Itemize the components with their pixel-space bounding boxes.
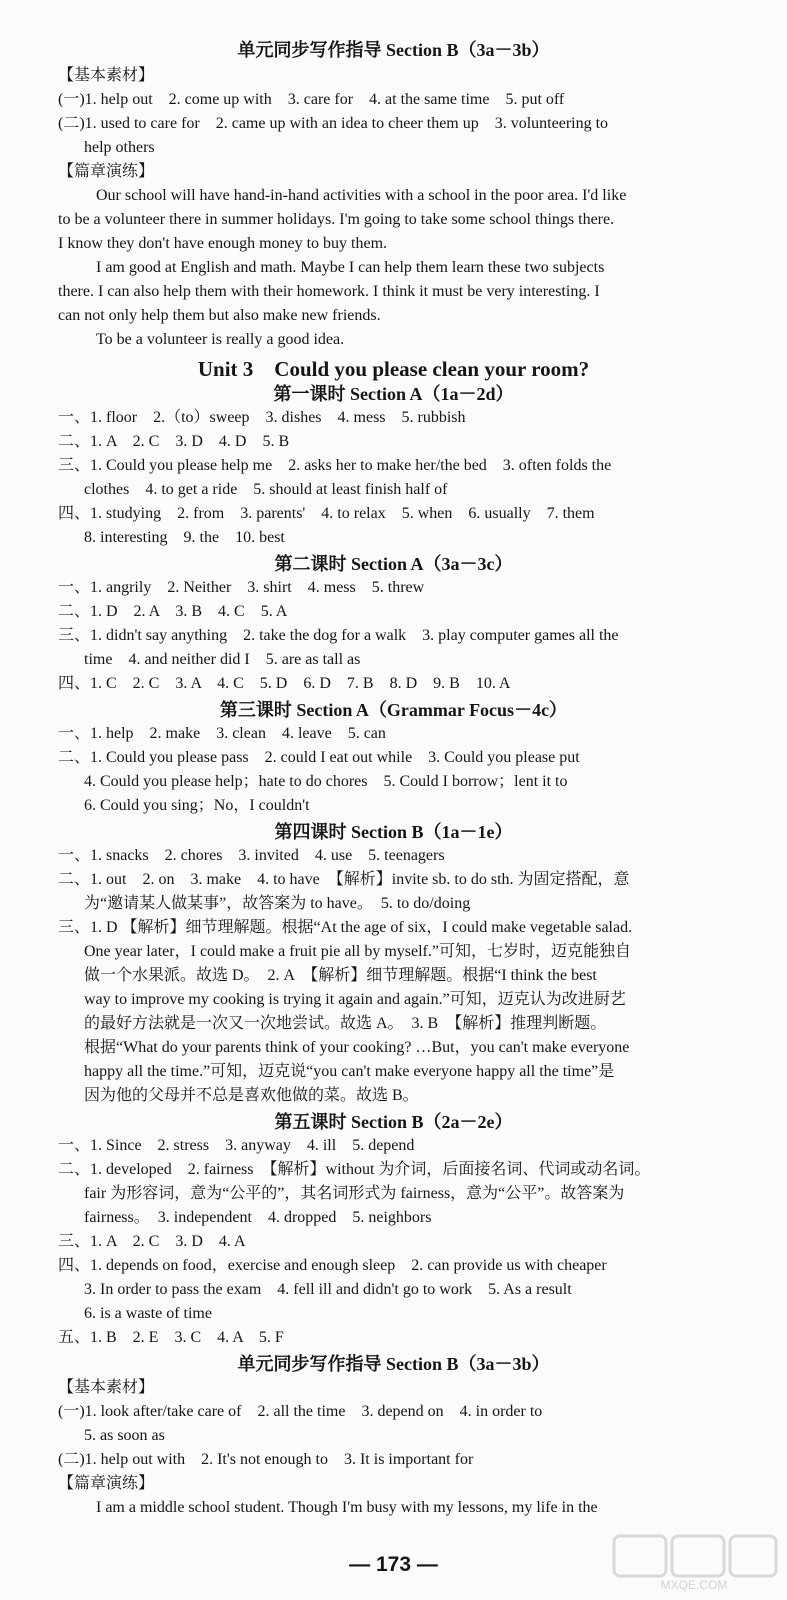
answer-line: 6. is a waste of time: [84, 1305, 212, 1322]
answer-line: 二、1. A 2. C 3. D 4. D 5. B: [58, 433, 290, 450]
answer-line: happy all the time.”可知，迈克说“you can't make everyone happy all the time”是: [84, 1063, 615, 1080]
essay-line: Our school will have hand-in-hand activities with a school in the poor area. I'd like: [96, 187, 627, 204]
answer-line: 8. interesting 9. the 10. best: [84, 529, 285, 546]
page-number: — 173 —: [349, 1553, 438, 1576]
lesson-heading: 第二课时 Section A（3a－3c）: [274, 554, 513, 574]
answer-line: 6. Could you sing；No，I couldn't: [84, 797, 310, 814]
answer-line: 三、1. D 【解析】细节理解题。根据“At the age of six，I could make vegetable salad.: [58, 919, 633, 936]
answer-line: (一)1. help out 2. come up with 3. care for 4. at the same time 5. put off: [58, 91, 565, 108]
essay-line: can not only help them but also make new friends.: [58, 307, 381, 324]
answer-line: 四、1. depends on food，exercise and enough sleep 2. can provide us with cheaper: [58, 1257, 607, 1274]
essay-line: I know they don't have enough money to buy them.: [58, 235, 388, 252]
answer-line: (二)1. used to care for 2. came up with an idea to cheer them up 3. volunteering to: [58, 115, 609, 132]
answer-line: 一、1. Since 2. stress 3. anyway 4. ill 5. depend: [58, 1137, 415, 1154]
answer-line: 5. as soon as: [84, 1427, 165, 1444]
answer-line: 四、1. studying 2. from 3. parents' 4. to relax 5. when 6. usually 7. them: [58, 505, 595, 522]
watermark-logo: [610, 1532, 780, 1592]
essay-line: I am good at English and math. Maybe I can help them learn these two subjects: [96, 259, 605, 276]
answer-line: way to improve my cooking is trying it again and again.”可知，迈克认为改进厨艺: [84, 991, 626, 1008]
lesson-heading: 第五课时 Section B（2a－2e）: [274, 1112, 513, 1132]
answer-line: 三、1. A 2. C 3. D 4. A: [58, 1233, 246, 1250]
answer-line: One year later，I could make a fruit pie all by myself.”可知，七岁时，迈克能独自: [84, 943, 631, 960]
answer-line: 一、1. angrily 2. Neither 3. shirt 4. mess 5. threw: [58, 579, 425, 596]
answer-line: (一)1. look after/take care of 2. all the time 3. depend on 4. in order to: [58, 1403, 543, 1420]
answer-line: time 4. and neither did I 5. are as tall as: [84, 651, 361, 668]
label-practice: 【篇章演练】: [58, 1475, 155, 1492]
answer-line: help others: [84, 139, 155, 156]
label-basic-materials: 【基本素材】: [58, 67, 155, 84]
answer-line: fairness。 3. independent 4. dropped 5. neighbors: [84, 1209, 432, 1226]
answer-line: 二、1. developed 2. fairness 【解析】without 为介词，后面接名词、代词或动名词。: [58, 1161, 651, 1178]
lesson-heading: 第四课时 Section B（1a－1e）: [274, 822, 513, 842]
answer-line: 的最好方法就是一次又一次地尝试。故选 A。 3. B 【解析】推理判断题。: [84, 1015, 607, 1032]
answer-line: (二)1. help out with 2. It's not enough to 3. It is important for: [58, 1451, 474, 1468]
answer-line: 三、1. didn't say anything 2. take the dog for a walk 3. play computer games all the: [58, 627, 619, 644]
label-basic-materials: 【基本素材】: [58, 1379, 155, 1396]
answer-line: 为“邀请某人做某事”，故答案为 to have。 5. to do/doing: [84, 895, 471, 912]
essay-line: to be a volunteer there in summer holidays. I'm going to take some school things there.: [58, 211, 615, 228]
lesson-heading: 第一课时 Section A（1a－2d）: [273, 384, 514, 404]
answer-line: 一、1. help 2. make 3. clean 4. leave 5. can: [58, 725, 386, 742]
answer-line: 二、1. out 2. on 3. make 4. to have 【解析】invite sb. to do sth. 为固定搭配，意: [58, 871, 630, 888]
answer-line: 三、1. Could you please help me 2. asks her to make her/the bed 3. often folds the: [58, 457, 612, 474]
answer-line: clothes 4. to get a ride 5. should at least finish half of: [84, 481, 448, 498]
answer-line: 4. Could you please help；hate to do chores 5. Could I borrow；lent it to: [84, 773, 568, 790]
unit-title: Unit 3 Could you please clean your room?: [197, 357, 590, 381]
answer-line: 四、1. C 2. C 3. A 4. C 5. D 6. D 7. B 8. D 9. B 10. A: [58, 675, 511, 692]
label-practice: 【篇章演练】: [58, 163, 155, 180]
answer-line: 做一个水果派。故选 D。 2. A 【解析】细节理解题。根据“I think the best: [84, 967, 597, 984]
section-heading: 单元同步写作指导 Section B（3a－3b）: [237, 40, 550, 60]
answer-line: 根据“What do your parents think of your cooking? …But，you can't make everyone: [84, 1039, 630, 1056]
answer-line: 五、1. B 2. E 3. C 4. A 5. F: [58, 1329, 284, 1346]
svg-text:MXQE.COM: MXQE.COM: [660, 1578, 728, 1592]
essay-line: I am a middle school student. Though I'm busy with my lessons, my life in the: [96, 1499, 598, 1516]
essay-line: there. I can also help them with their homework. I think it must be very interesting. I: [58, 283, 600, 300]
answer-line: 一、1. floor 2.（to）sweep 3. dishes 4. mess 5. rubbish: [58, 409, 466, 426]
answer-line: fair 为形容词，意为“公平的”，其名词形式为 fairness，意为“公平”。故答案为: [84, 1185, 625, 1202]
answer-line: 因为他的父母并不总是喜欢他做的菜。故选 B。: [84, 1087, 419, 1104]
lesson-heading: 第三课时 Section A（Grammar Focus－4c）: [219, 700, 568, 720]
section-heading: 单元同步写作指导 Section B（3a－3b）: [237, 1354, 550, 1374]
answer-line: 二、1. Could you please pass 2. could I eat out while 3. Could you please put: [58, 749, 580, 766]
answer-line: 一、1. snacks 2. chores 3. invited 4. use 5. teenagers: [58, 847, 445, 864]
answer-line: 3. In order to pass the exam 4. fell ill and didn't go to work 5. As a result: [84, 1281, 572, 1298]
answer-line: 二、1. D 2. A 3. B 4. C 5. A: [58, 603, 288, 620]
essay-line: To be a volunteer is really a good idea.: [96, 331, 345, 348]
